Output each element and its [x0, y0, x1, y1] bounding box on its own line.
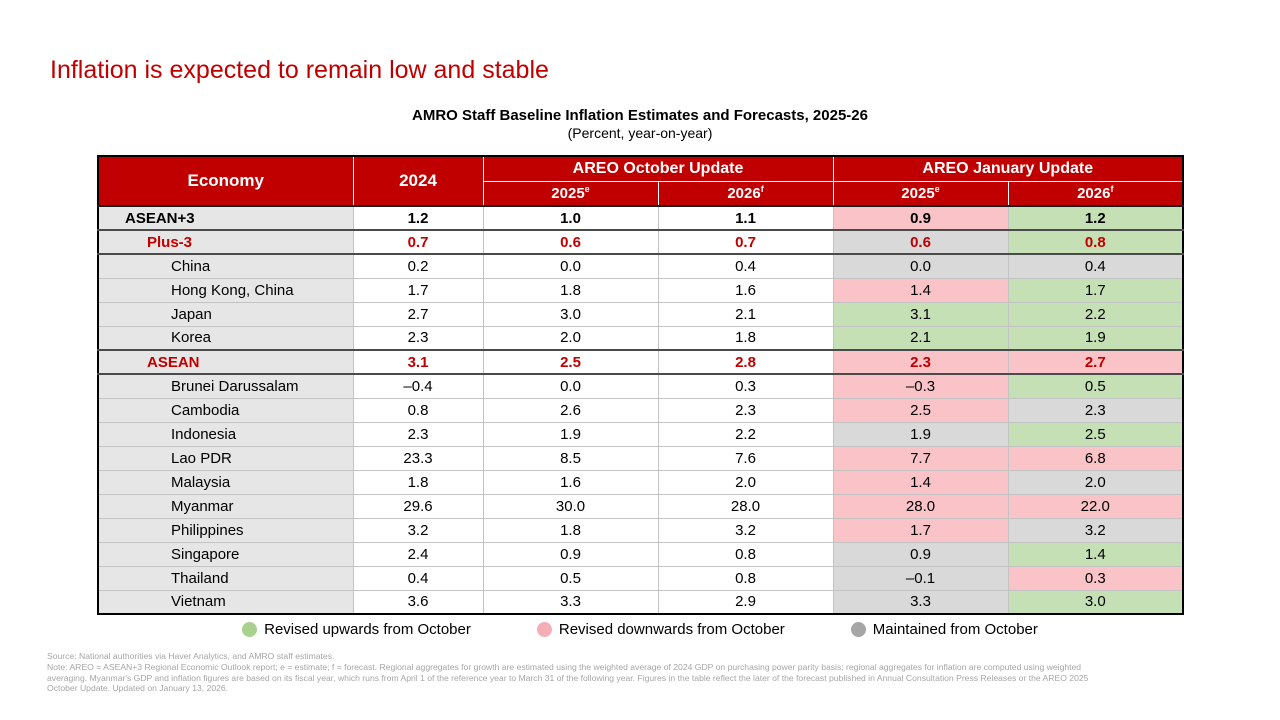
value-2024: 3.2 [353, 518, 483, 542]
value-jan-2026: 3.0 [1008, 590, 1183, 614]
table-row [98, 446, 1183, 470]
footnote-line: Source: National authorities via Haver Analytics, and AMRO staff estimates. [47, 651, 335, 661]
value-oct-2025: 2.6 [483, 398, 658, 422]
economy-name: ASEAN+3 [98, 206, 353, 230]
economy-name: Thailand [98, 566, 353, 590]
value-oct-2025: 1.6 [483, 470, 658, 494]
economy-name: Hong Kong, China [98, 278, 353, 302]
value-jan-2026: 22.0 [1008, 494, 1183, 518]
header-oct-2025: 2025e [483, 181, 658, 206]
value-oct-2025: 0.5 [483, 566, 658, 590]
table-row [98, 398, 1183, 422]
value-jan-2025: 0.9 [833, 206, 1008, 230]
value-2024: 0.7 [353, 230, 483, 254]
legend-dot-icon [851, 622, 866, 637]
legend-label: Revised downwards from October [558, 621, 785, 638]
value-jan-2026: 1.9 [1008, 326, 1183, 350]
value-oct-2026: 1.8 [658, 326, 833, 350]
value-oct-2026: 3.2 [658, 518, 833, 542]
header-jan-2025: 2025e [833, 181, 1008, 206]
table-row [98, 350, 1183, 374]
value-oct-2025: 3.3 [483, 590, 658, 614]
table-row [98, 254, 1183, 278]
value-oct-2026: 1.6 [658, 278, 833, 302]
economy-name: ASEAN [98, 350, 353, 374]
value-jan-2025: 1.9 [833, 422, 1008, 446]
value-oct-2025: 0.9 [483, 542, 658, 566]
value-oct-2025: 1.8 [483, 518, 658, 542]
value-oct-2026: 2.3 [658, 398, 833, 422]
table-row [98, 422, 1183, 446]
value-oct-2026: 0.3 [658, 374, 833, 398]
value-2024: 2.7 [353, 302, 483, 326]
value-oct-2025: 30.0 [483, 494, 658, 518]
economy-name: Indonesia [98, 422, 353, 446]
legend-item [851, 621, 1038, 638]
value-oct-2026: 2.8 [658, 350, 833, 374]
value-jan-2026: 0.3 [1008, 566, 1183, 590]
table-row [98, 542, 1183, 566]
economy-name: Malaysia [98, 470, 353, 494]
value-oct-2025: 3.0 [483, 302, 658, 326]
value-jan-2025: –0.3 [833, 374, 1008, 398]
value-jan-2026: 2.7 [1008, 350, 1183, 374]
value-jan-2025: 0.9 [833, 542, 1008, 566]
value-oct-2026: 2.9 [658, 590, 833, 614]
value-jan-2025: 0.0 [833, 254, 1008, 278]
table-row [98, 470, 1183, 494]
legend-item [242, 621, 471, 638]
inflation-table-container [97, 155, 1184, 615]
value-2024: 3.6 [353, 590, 483, 614]
value-2024: 0.8 [353, 398, 483, 422]
legend [0, 621, 1280, 638]
value-2024: 0.2 [353, 254, 483, 278]
value-jan-2026: 2.5 [1008, 422, 1183, 446]
value-jan-2026: 0.5 [1008, 374, 1183, 398]
table-header [98, 156, 1183, 206]
value-jan-2025: 2.1 [833, 326, 1008, 350]
header-areo-october-update: AREO October Update [483, 156, 833, 181]
legend-item [537, 621, 785, 638]
value-oct-2025: 8.5 [483, 446, 658, 470]
value-oct-2025: 1.9 [483, 422, 658, 446]
value-jan-2025: 28.0 [833, 494, 1008, 518]
economy-name: Korea [98, 326, 353, 350]
footnote-line: Note: AREO = ASEAN+3 Regional Economic Outlook report; e = estimate; f = forecast. Regional aggregates for growth are estimated using the weighted average of 2024 GDP on purchasing power parity basis; regional aggregates for inflation are computed using weighted [47, 661, 1082, 672]
value-jan-2026: 6.8 [1008, 446, 1183, 470]
value-2024: 2.3 [353, 326, 483, 350]
table-row [98, 374, 1183, 398]
footnotes [47, 651, 1232, 694]
slide-title: Inflation is expected to remain low and stable [50, 56, 549, 84]
value-jan-2026: 2.0 [1008, 470, 1183, 494]
table-row [98, 278, 1183, 302]
value-oct-2026: 1.1 [658, 206, 833, 230]
economy-name: China [98, 254, 353, 278]
value-2024: 1.2 [353, 206, 483, 230]
economy-name: Singapore [98, 542, 353, 566]
value-2024: 3.1 [353, 350, 483, 374]
value-jan-2025: 2.3 [833, 350, 1008, 374]
value-oct-2026: 7.6 [658, 446, 833, 470]
value-2024: –0.4 [353, 374, 483, 398]
value-jan-2025: 1.4 [833, 470, 1008, 494]
value-jan-2025: 0.6 [833, 230, 1008, 254]
value-oct-2025: 1.8 [483, 278, 658, 302]
value-oct-2026: 0.7 [658, 230, 833, 254]
value-oct-2026: 2.1 [658, 302, 833, 326]
value-oct-2025: 2.5 [483, 350, 658, 374]
table-row [98, 590, 1183, 614]
table-row [98, 302, 1183, 326]
value-jan-2026: 0.4 [1008, 254, 1183, 278]
header-jan-2026: 2026$^f$ [1008, 181, 1183, 206]
legend-label: Revised upwards from October [264, 621, 471, 638]
value-2024: 2.4 [353, 542, 483, 566]
value-jan-2025: 2.5 [833, 398, 1008, 422]
table-row [98, 494, 1183, 518]
value-2024: 0.4 [353, 566, 483, 590]
value-oct-2025: 0.0 [483, 254, 658, 278]
value-jan-2025: 3.3 [833, 590, 1008, 614]
value-oct-2026: 0.4 [658, 254, 833, 278]
legend-label: Maintained from October [872, 621, 1038, 638]
value-2024: 1.8 [353, 470, 483, 494]
footnote-line: October Update. Updated on January 13, 2026. [47, 683, 229, 694]
value-jan-2026: 3.2 [1008, 518, 1183, 542]
table-row [98, 518, 1183, 542]
value-jan-2026: 1.4 [1008, 542, 1183, 566]
table-row [98, 326, 1183, 350]
value-oct-2026: 0.8 [658, 566, 833, 590]
value-2024: 29.6 [353, 494, 483, 518]
table-title: AMRO Staff Baseline Inflation Estimates and Forecasts, 2025-26 [412, 107, 868, 124]
value-jan-2026: 2.2 [1008, 302, 1183, 326]
value-oct-2026: 0.8 [658, 542, 833, 566]
header-economy: Economy [98, 156, 353, 206]
value-oct-2025: 0.0 [483, 374, 658, 398]
table-subtitle: (Percent, year-on-year) [567, 125, 713, 141]
value-oct-2025: 1.0 [483, 206, 658, 230]
table-body [98, 206, 1183, 614]
economy-name: Philippines [98, 518, 353, 542]
economy-name: Plus-3 [98, 230, 353, 254]
legend-dot-icon [537, 622, 552, 637]
value-oct-2025: 0.6 [483, 230, 658, 254]
header-2024: 2024 [353, 156, 483, 206]
legend-dot-icon [242, 622, 257, 637]
value-jan-2026: 0.8 [1008, 230, 1183, 254]
economy-name: Lao PDR [98, 446, 353, 470]
economy-name: Japan [98, 302, 353, 326]
value-jan-2025: 7.7 [833, 446, 1008, 470]
value-oct-2026: 28.0 [658, 494, 833, 518]
value-2024: 1.7 [353, 278, 483, 302]
footnote-line: averaging. Myanmar's GDP and inflation figures are based on its fiscal year, which runs from April 1 of the reference year to March 31 of the following year. Figures in the table reflect the later of the forecast published in Annual Consultation Press Releases or the AREO 2025 [47, 672, 1089, 683]
value-jan-2026: 1.2 [1008, 206, 1183, 230]
table-row [98, 206, 1183, 230]
value-jan-2025: 3.1 [833, 302, 1008, 326]
value-jan-2025: 1.4 [833, 278, 1008, 302]
table-row [98, 230, 1183, 254]
value-oct-2026: 2.2 [658, 422, 833, 446]
value-jan-2025: 1.7 [833, 518, 1008, 542]
economy-name: Cambodia [98, 398, 353, 422]
inflation-table [97, 155, 1184, 615]
value-2024: 2.3 [353, 422, 483, 446]
economy-name: Brunei Darussalam [98, 374, 353, 398]
value-jan-2026: 2.3 [1008, 398, 1183, 422]
header-oct-2026: 2026$^f$ [658, 181, 833, 206]
header-areo-january-update: AREO January Update [833, 156, 1183, 181]
value-jan-2026: 1.7 [1008, 278, 1183, 302]
table-row [98, 566, 1183, 590]
economy-name: Myanmar [98, 494, 353, 518]
value-oct-2025: 2.0 [483, 326, 658, 350]
value-jan-2025: –0.1 [833, 566, 1008, 590]
value-oct-2026: 2.0 [658, 470, 833, 494]
value-2024: 23.3 [353, 446, 483, 470]
economy-name: Vietnam [98, 590, 353, 614]
